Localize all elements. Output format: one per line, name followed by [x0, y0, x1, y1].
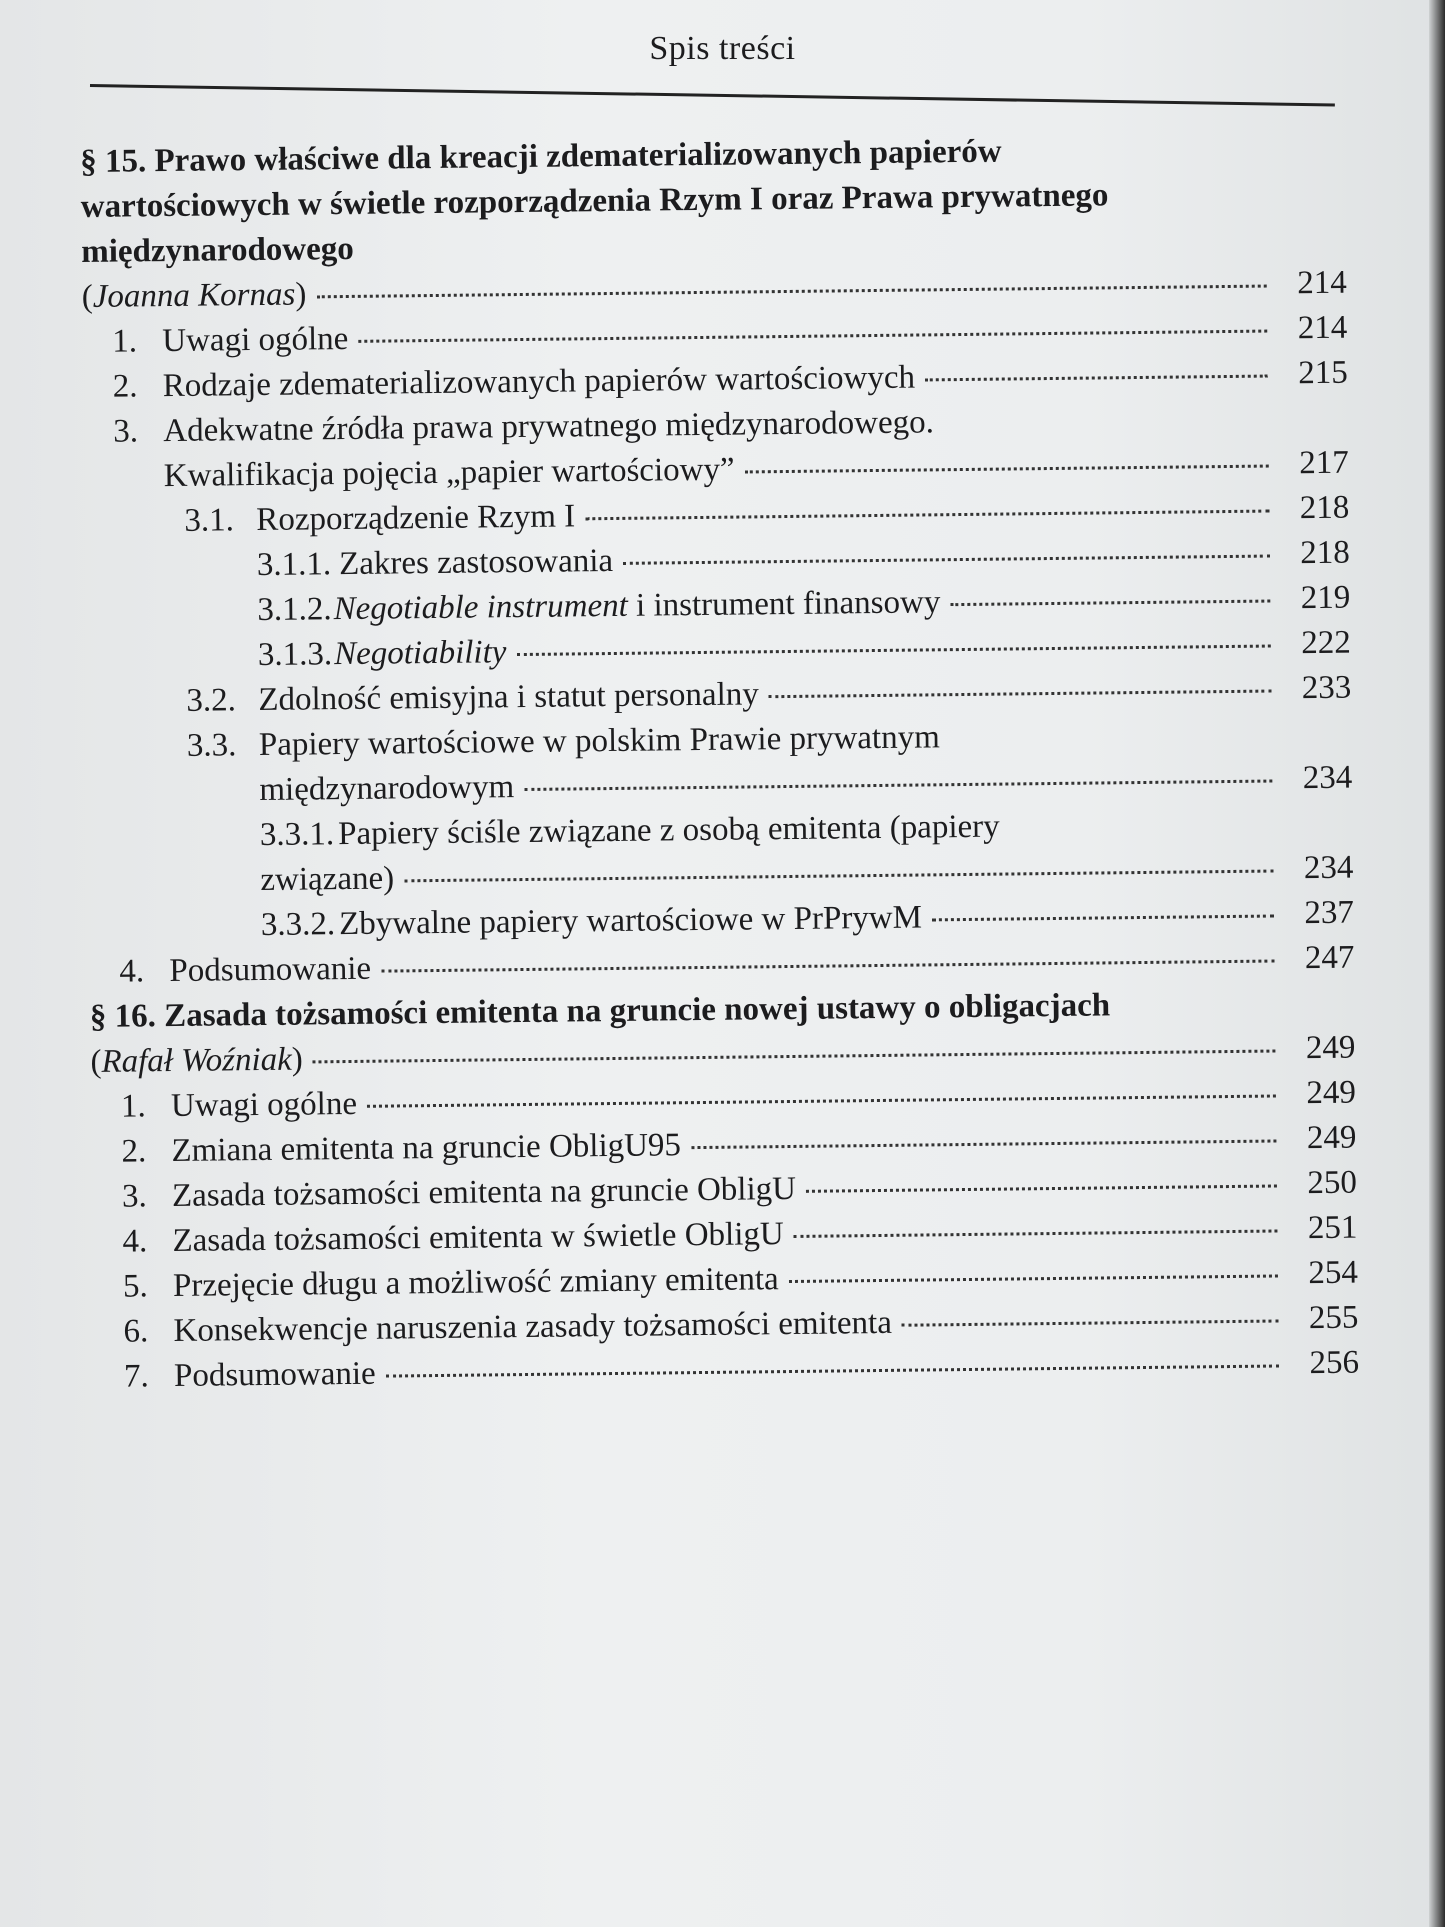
entry-number: 2.: [112, 368, 138, 405]
dot-leader: [524, 780, 1272, 791]
entry-number: 1.: [112, 323, 138, 360]
entry-number: 4.: [122, 1223, 148, 1260]
entry-number: 3.1.: [184, 502, 235, 539]
entry-number: 6.: [123, 1313, 149, 1350]
page-number: 254: [1308, 1254, 1359, 1292]
dot-leader: [745, 465, 1269, 474]
entry-number: 2.: [121, 1133, 147, 1170]
entry-number: 3.1.3.: [257, 636, 333, 674]
page-number: 237: [1304, 894, 1355, 932]
page-number: 215: [1298, 354, 1348, 392]
page-number: 255: [1308, 1299, 1359, 1337]
dot-leader: [789, 1274, 1278, 1283]
dot-leader: [585, 510, 1269, 521]
dot-leader: [769, 690, 1272, 699]
entry-number: 3.: [121, 1178, 147, 1215]
entry-title: Negotiable instrument i instrument finansowy: [333, 584, 941, 628]
entry-number: 3.3.1.: [259, 816, 335, 854]
dot-leader: [516, 645, 1270, 657]
page-number: 233: [1301, 669, 1352, 707]
entry-title: Przejęcie długu a możliwość zmiany emitenta: [172, 1261, 779, 1305]
entry-number: 3.1.2.: [257, 591, 332, 629]
page-header: Spis treści: [649, 30, 796, 67]
entry-number: 3.3.: [186, 727, 237, 764]
page-number: 234: [1303, 849, 1354, 887]
entry-title: Rodzaje zdematerializowanych papierów wartościowych: [162, 359, 916, 405]
page-number: 249: [1306, 1119, 1357, 1157]
page-number: 247: [1304, 939, 1355, 977]
entry-title: Uwagi ogólne: [162, 320, 349, 360]
section-15-heading-line-3: międzynarodowego: [81, 230, 355, 270]
dot-leader: [386, 1364, 1279, 1377]
page-number: 249: [1306, 1074, 1357, 1112]
entry-number: 5.: [122, 1268, 148, 1305]
dot-leader: [404, 870, 1273, 883]
entry-title: związane): [260, 860, 395, 898]
section-16: [90, 981, 1360, 1400]
entry-number: 7.: [123, 1358, 149, 1395]
dot-leader: [902, 1319, 1279, 1326]
entry-title: Podsumowanie: [169, 950, 372, 990]
entry-title: Zmiana emitenta na gruncie ObligU95: [171, 1127, 682, 1170]
entry-title: Zdolność emisyjna i statut personalny: [258, 676, 759, 719]
header-rule: [90, 84, 1335, 107]
page-number: 234: [1302, 759, 1353, 797]
page-number: 217: [1299, 444, 1349, 482]
dot-leader: [691, 1139, 1276, 1149]
entry-title: Podsumowanie: [173, 1355, 376, 1395]
entry-title: Zakres zastosowania: [338, 542, 614, 583]
section-16-heading-line-1: § 16. Zasada tożsamości emitenta na gruncie nowej ustawy o obligacjach: [89, 987, 1111, 1035]
author-name: (Rafał Woźniak): [90, 1041, 304, 1080]
page-number: 219: [1300, 579, 1351, 617]
section-15: [80, 126, 1355, 995]
page-number: 222: [1301, 624, 1351, 662]
entry-title: Uwagi ogólne: [170, 1085, 358, 1125]
page-number: 251: [1307, 1209, 1358, 1247]
entry-title: Zbywalne papiery wartościowe w PrPrywM: [338, 899, 923, 943]
entry-title-line-1: Adekwatne źródła prawa prywatnego międzynarodowego.: [163, 404, 935, 450]
entry-title: Negotiability: [333, 634, 507, 673]
entry-title: Rozporządzenie Rzym I: [256, 498, 576, 539]
section-15-heading-line-2: wartościowych w świetle rozporządzenia Rzym I oraz Prawa prywatnego: [80, 177, 1109, 225]
dot-leader: [932, 915, 1274, 922]
page-number: 214: [1296, 264, 1347, 302]
entry-title-line-1: Papiery ściśle związane z osobą emitenta (papiery: [337, 808, 1000, 853]
table-of-contents: [80, 126, 1359, 1400]
dot-leader: [381, 960, 1274, 973]
entry-title: Zasada tożsamości emitenta w świetle ObligU: [172, 1216, 784, 1260]
dot-leader: [925, 375, 1268, 382]
dot-leader: [950, 600, 1270, 607]
book-spine-shadow: [1429, 0, 1445, 1927]
dot-leader: [623, 555, 1270, 565]
entry-number: 3.1.1.: [256, 546, 332, 584]
dot-leader: [794, 1229, 1278, 1237]
page-number: 249: [1305, 1029, 1356, 1067]
entry-number: 3.3.2.: [260, 906, 336, 943]
entry-number: 1.: [120, 1088, 146, 1125]
entry-title-line-1: Papiery wartościowe w polskim Prawie prywatnym: [258, 719, 940, 764]
page-number: 214: [1297, 309, 1348, 347]
dot-leader: [358, 330, 1267, 343]
entry-title: Zasada tożsamości emitenta na gruncie ObligU: [171, 1170, 797, 1215]
dot-leader: [316, 285, 1266, 299]
entry-title: międzynarodowym: [259, 769, 515, 809]
page-number: 218: [1300, 534, 1350, 572]
section-15-heading-line-1: § 15. Prawo właściwe dla kreacji zdematerializowanych papierów: [80, 133, 1002, 180]
entry-number: 4.: [119, 953, 145, 990]
page-number: 218: [1299, 489, 1350, 527]
dot-leader: [313, 1049, 1276, 1063]
entry-title: Konsekwencje naruszenia zasady tożsamości emitenta: [173, 1304, 893, 1350]
page-number: 256: [1309, 1344, 1360, 1382]
dot-leader: [367, 1094, 1276, 1107]
page-number: 250: [1307, 1164, 1358, 1202]
author-name: (Joanna Kornas): [81, 276, 307, 315]
entry-title: Kwalifikacja pojęcia „papier wartościowy”: [163, 451, 735, 495]
dot-leader: [806, 1184, 1277, 1192]
entry-number: 3.2.: [186, 682, 237, 719]
entry-number: 3.: [113, 413, 139, 450]
